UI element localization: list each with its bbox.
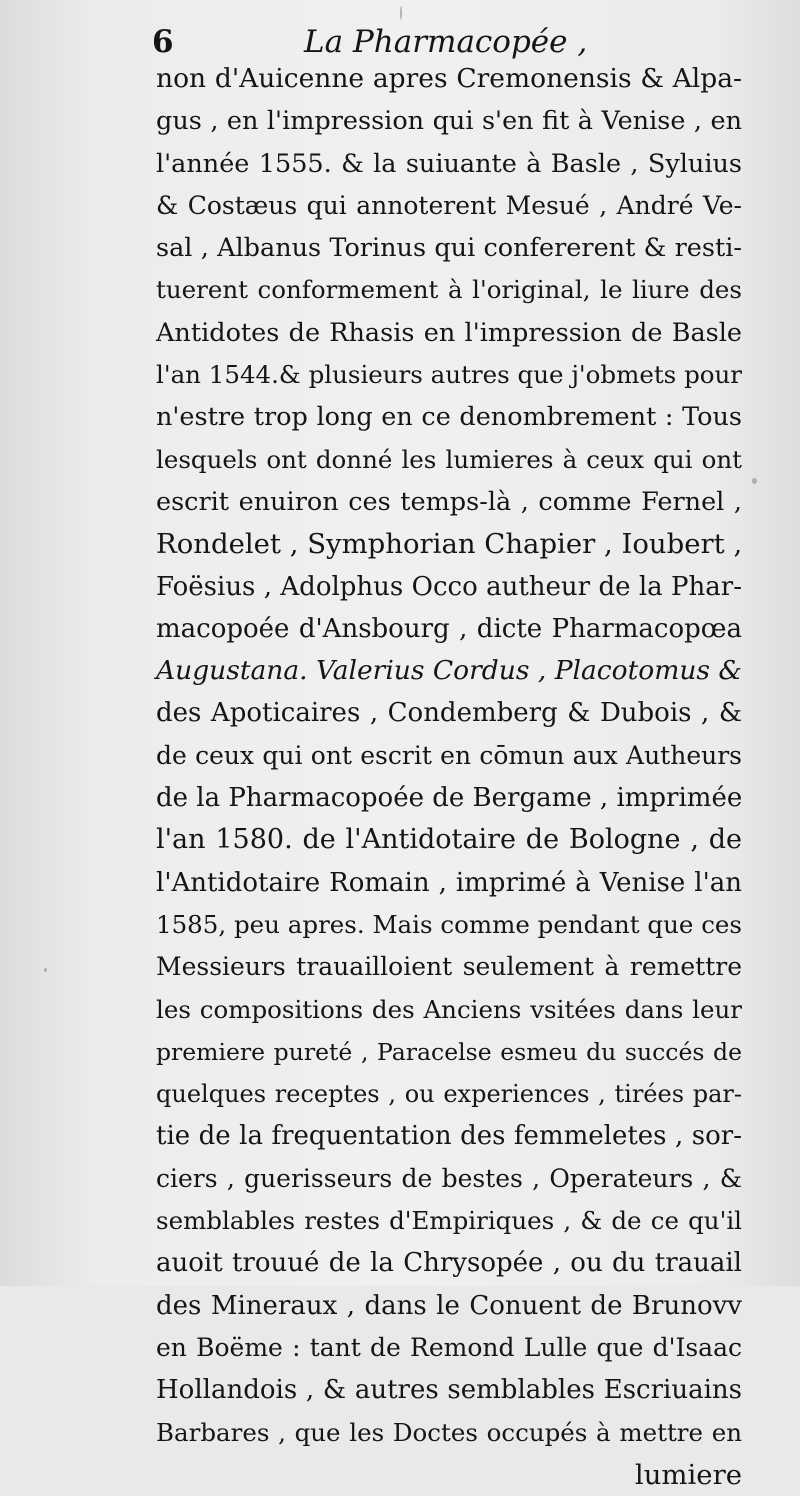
text-line: Rondelet , Symphorian Chapier , Ioubert ,	[156, 528, 743, 561]
paper-speck	[752, 478, 757, 484]
text-line: semblables restes d'Empiriques , & de ce qu'il	[156, 1206, 742, 1236]
text-line: Hollandois , & autres semblables Escriuains	[156, 1375, 742, 1406]
text-line: ciers , guerisseurs de bestes , Operateurs , &	[156, 1163, 742, 1193]
text-line: en Boëme : tant de Remond Lulle que d'Isaac	[156, 1332, 742, 1362]
text-line: tuerent conformement à l'original, le liure des	[156, 275, 742, 305]
text-line-final: lumiere	[634, 1458, 742, 1491]
page-number: 6	[152, 24, 174, 60]
text-line: auoit trouué de la Chrysopée , ou du trauail	[156, 1248, 742, 1279]
body-text	[156, 58, 742, 1496]
text-line: quelques receptes , ou experiences , tirées par-	[156, 1080, 742, 1109]
text-line: Messieurs trauailloient seulement à remettre	[156, 952, 742, 982]
text-line: non d'Auicenne apres Cremonensis & Alpa-	[156, 63, 742, 94]
text-line: les compositions des Anciens vsitées dans leur	[156, 994, 742, 1024]
text-line: des Mineraux , dans le Conuent de Brunovv	[156, 1290, 742, 1321]
text-line: Antidotes de Rhasis en l'impression de Basle	[156, 317, 742, 348]
text-line: l'an 1544.& plusieurs autres que j'obmets pour	[156, 360, 742, 390]
text-line: tie de la frequentation des femmeletes , sor-	[156, 1121, 742, 1152]
text-line: Foësius , Adolphus Occo autheur de la Phar-	[156, 571, 742, 602]
text-line: & Costæus qui annoterent Mesué , André Ve-	[156, 190, 742, 220]
text-line: de ceux qui ont escrit en cōmun aux Autheurs	[156, 740, 742, 770]
text-line: n'estre trop long en ce denombrement : Tous	[156, 402, 742, 433]
text-line: des Apoticaires , Condemberg & Dubois , &	[156, 698, 742, 729]
text-line-italic: Augustana. Valerius Cordus , Placotomus &	[156, 655, 743, 687]
running-title: La Pharmacopée ,	[304, 24, 588, 60]
text-line: l'Antidotaire Romain , imprimé à Venise l'an	[156, 867, 742, 898]
text-line: Barbares , que les Doctes occupés à mettre en	[156, 1417, 742, 1447]
text-line: 1585, peu apres. Mais comme pendant que ces	[156, 909, 742, 939]
text-line: premiere pureté , Paracelse esmeu du succés de	[156, 1037, 742, 1066]
text-line: sal , Albanus Torinus qui confererent & resti-	[156, 233, 742, 264]
text-line: de la Pharmacopoée de Bergame , imprimée	[156, 783, 743, 814]
text-line: escrit enuiron ces temps-là , comme Fernel ,	[156, 486, 742, 517]
text-line: l'année 1555. & la suiuante à Basle , Syluius	[156, 148, 742, 179]
text-line: macopoée d'Ansbourg , dicte Pharmacopœa	[156, 613, 742, 644]
text-line: gus , en l'impression qui s'en fit à Venise , en	[156, 106, 742, 137]
paper-speck	[400, 6, 402, 20]
paper-speck	[44, 968, 47, 972]
text-line: lesquels ont donné les lumieres à ceux qui ont	[156, 444, 742, 474]
text-line: l'an 1580. de l'Antidotaire de Bologne , de	[156, 824, 742, 856]
